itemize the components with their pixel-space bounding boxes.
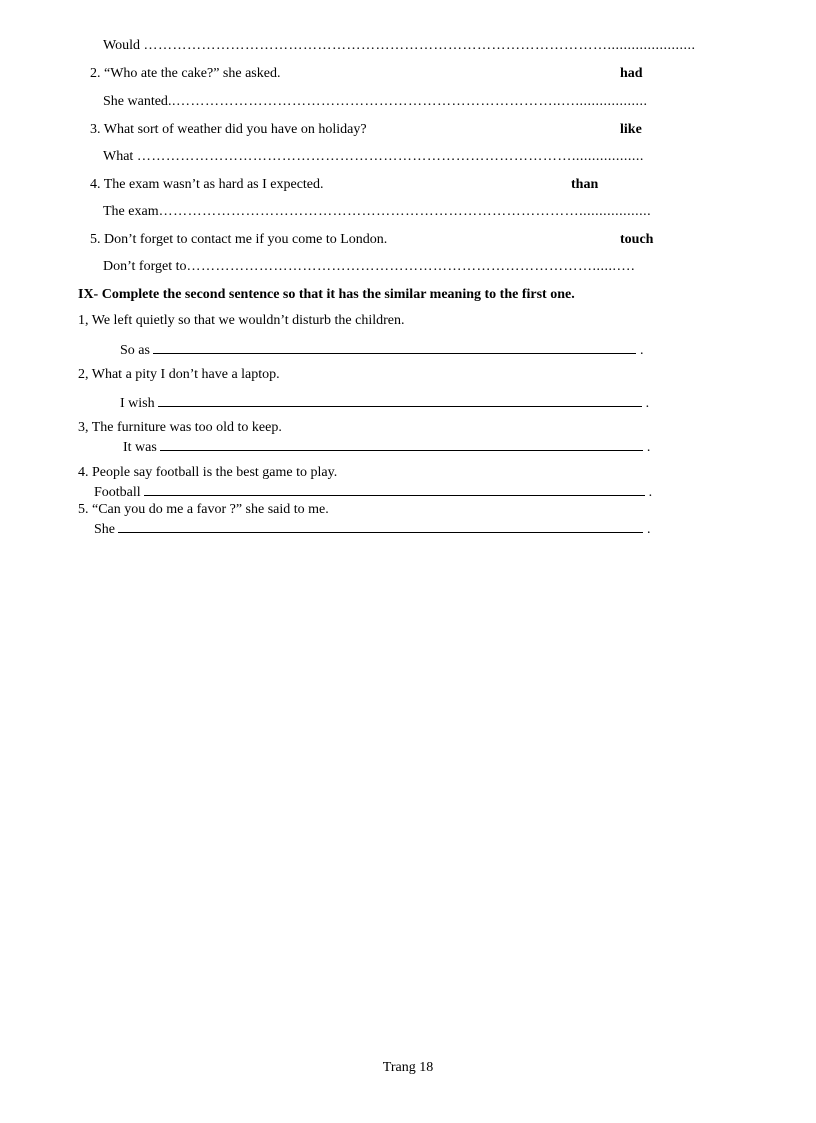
answer-stem: I wish (120, 396, 155, 411)
answer-line-2[interactable] (103, 94, 647, 110)
answer-stem: So as (120, 343, 150, 358)
ix-answer-5[interactable] (94, 520, 651, 538)
answer-end: . (645, 396, 650, 411)
section-ix-title: IX- Complete the second sentence so that it has the similar meaning to the first one. (78, 287, 575, 302)
answer-stem: It was (123, 440, 157, 455)
answer-blank[interactable] (144, 483, 645, 496)
answer-dots: ..……………………………………………………………………..….................. (167, 94, 648, 109)
answer-dots: ……………………………………………………………………………….................. (136, 149, 644, 164)
answer-blank[interactable] (160, 438, 643, 451)
ix-answer-4[interactable] (94, 483, 652, 501)
answer-end: . (647, 522, 651, 537)
keyword-had: had (620, 66, 643, 81)
answer-dots: …………………………………………………………………………......…. (186, 259, 635, 274)
ix-answer-2[interactable] (120, 394, 649, 412)
answer-stem: She (94, 522, 115, 537)
answer-end: . (648, 485, 653, 500)
question-2: 2. “Who ate the cake?” she asked. (90, 66, 281, 81)
answer-dots: …………………………………………………………………………….................. (158, 204, 652, 219)
ix-question-3: 3, The furniture was too old to keep. (78, 420, 282, 435)
answer-end: . (646, 440, 651, 455)
answer-dots: ……………………………………………………………………………………...................... (143, 38, 696, 53)
answer-stem: What (103, 149, 134, 164)
ix-answer-1[interactable] (120, 341, 643, 359)
ix-question-2: 2, What a pity I don’t have a laptop. (78, 367, 280, 382)
answer-stem: The exam (103, 204, 159, 219)
ix-answer-3[interactable] (123, 438, 650, 456)
answer-stem: Would (103, 38, 140, 53)
ix-question-1: 1, We left quietly so that we wouldn’t disturb the children. (78, 313, 405, 328)
answer-stem: Don’t forget to (103, 259, 187, 274)
keyword-than: than (571, 177, 599, 192)
answer-stem: Football (94, 485, 141, 500)
question-3: 3. What sort of weather did you have on holiday? (90, 122, 367, 137)
answer-stem: She wanted (103, 94, 168, 109)
answer-line-3[interactable] (103, 149, 644, 165)
ix-question-4: 4. People say football is the best game to play. (78, 465, 338, 480)
answer-blank[interactable] (158, 394, 642, 407)
ix-question-5: 5. “Can you do me a favor ?” she said to me. (78, 502, 329, 517)
page-number: Trang 18 (382, 1060, 434, 1075)
answer-blank[interactable] (118, 520, 643, 533)
answer-end: . (639, 343, 644, 358)
keyword-touch: touch (620, 232, 654, 247)
answer-line-5[interactable] (103, 259, 635, 275)
answer-line-4[interactable] (103, 204, 651, 220)
question-5: 5. Don’t forget to contact me if you come to London. (90, 232, 388, 247)
keyword-like: like (620, 122, 642, 137)
question-4: 4. The exam wasn’t as hard as I expected. (90, 177, 324, 192)
answer-line-1[interactable] (103, 38, 695, 54)
answer-blank[interactable] (153, 341, 636, 354)
